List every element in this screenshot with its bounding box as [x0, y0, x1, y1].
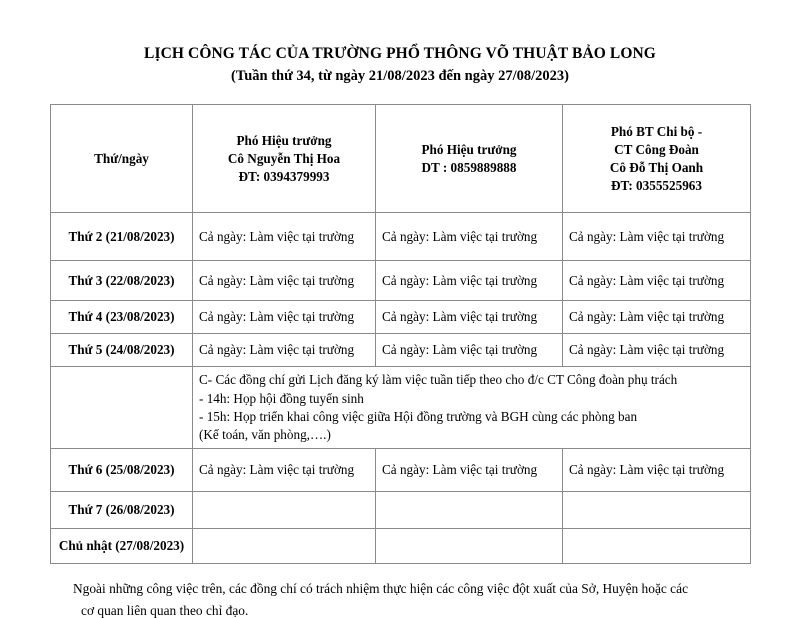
- row-task-person3: Cả ngày: Làm việc tại trường: [563, 261, 751, 301]
- person1-role: Phó Hiệu trưởng: [236, 132, 332, 148]
- row-task-person2: Cả ngày: Làm việc tại trường: [376, 449, 563, 492]
- row-task-person3: Cả ngày: Làm việc tại trường: [563, 334, 751, 367]
- note-row-day-empty: [51, 367, 193, 449]
- table-row: [51, 261, 751, 301]
- note-line-2: - 14h: Họp hội đồng tuyển sinh: [199, 390, 364, 406]
- page-subtitle: (Tuần thứ 34, từ ngày 21/08/2023 đến ngày 27/08/2023): [231, 67, 569, 84]
- row-day-label: Thứ 6 (25/08/2023): [51, 449, 193, 492]
- person1-phone: ĐT: 0394379993: [238, 169, 330, 185]
- row-day-label: Thứ 4 (23/08/2023): [51, 301, 193, 334]
- person2-phone: DT : 0859889888: [421, 159, 517, 175]
- row-task-person1: [193, 492, 376, 529]
- column-header-person1: [193, 105, 376, 213]
- row-task-person3: Cả ngày: Làm việc tại trường: [563, 213, 751, 261]
- row-task-person3: [563, 529, 751, 564]
- column-header-day: [51, 105, 193, 213]
- row-day-label: Thứ 7 (26/08/2023): [51, 492, 193, 529]
- row-task-person1: Cả ngày: Làm việc tại trường: [193, 334, 376, 367]
- footer-note: [55, 578, 745, 618]
- row-day-label: Thứ 5 (24/08/2023): [51, 334, 193, 367]
- row-task-person3: Cả ngày: Làm việc tại trường: [563, 449, 751, 492]
- row-task-person2: Cả ngày: Làm việc tại trường: [376, 261, 563, 301]
- note-row-content: [193, 367, 751, 449]
- person3-role-line2: CT Công Đoàn: [614, 141, 699, 157]
- row-task-person1: Cả ngày: Làm việc tại trường: [193, 261, 376, 301]
- person2-role: Phó Hiệu trưởng: [421, 141, 517, 157]
- person3-phone: ĐT: 0355525963: [611, 178, 702, 194]
- column-header-person3: [563, 105, 751, 213]
- table-row: [51, 213, 751, 261]
- row-day-label: Thứ 2 (21/08/2023): [51, 213, 193, 261]
- row-task-person3: Cả ngày: Làm việc tại trường: [563, 301, 751, 334]
- schedule-table-wrapper: [50, 104, 750, 564]
- row-task-person2: [376, 492, 563, 529]
- table-row: [51, 301, 751, 334]
- table-row: [51, 529, 751, 564]
- schedule-table: [50, 104, 751, 564]
- table-row: [51, 492, 751, 529]
- row-task-person2: Cả ngày: Làm việc tại trường: [376, 301, 563, 334]
- person3-name: Cô Đỗ Thị Oanh: [609, 159, 704, 175]
- note-line-3: - 15h: Họp triển khai công việc giữa Hội đồng trường và BGH cùng các phòng ban: [199, 408, 638, 424]
- row-day-label: Thứ 3 (22/08/2023): [51, 261, 193, 301]
- person1-name: Cô Nguyễn Thị Hoa: [227, 150, 341, 166]
- row-day-label: Chủ nhật (27/08/2023): [51, 529, 193, 564]
- table-header-row: [51, 105, 751, 213]
- note-line-1: C- Các đồng chí gửi Lịch đăng ký làm việc tuần tiếp theo cho đ/c CT Công đoàn phụ trách: [199, 372, 678, 388]
- row-task-person2: [376, 529, 563, 564]
- page-title: LỊCH CÔNG TÁC CỦA TRƯỜNG PHỔ THÔNG VÕ THUẬT BẢO LONG: [144, 45, 656, 62]
- row-task-person1: Cả ngày: Làm việc tại trường: [193, 449, 376, 492]
- person3-role-line1: Phó BT Chi bộ -: [610, 123, 703, 139]
- table-note-row: [51, 367, 751, 449]
- row-task-person2: Cả ngày: Làm việc tại trường: [376, 334, 563, 367]
- note-line-4: (Kế toán, văn phòng,….): [199, 427, 331, 443]
- row-task-person1: [193, 529, 376, 564]
- row-task-person1: Cả ngày: Làm việc tại trường: [193, 301, 376, 334]
- row-task-person1: Cả ngày: Làm việc tại trường: [193, 213, 376, 261]
- column-header-person2: [376, 105, 563, 213]
- row-task-person2: Cả ngày: Làm việc tại trường: [376, 213, 563, 261]
- row-task-person3: [563, 492, 751, 529]
- title-block: [0, 0, 800, 86]
- footer-note-line-1: Ngoài những công việc trên, các đồng chí có trách nhiệm thực hiện các công việc đột xuất của Sở, Huyện hoặc các: [73, 581, 689, 597]
- table-row: [51, 334, 751, 367]
- column-header-day-label: Thứ/ngày: [94, 150, 149, 166]
- footer-note-line-2: cơ quan liên quan theo chỉ đạo.: [81, 603, 249, 618]
- table-row: [51, 449, 751, 492]
